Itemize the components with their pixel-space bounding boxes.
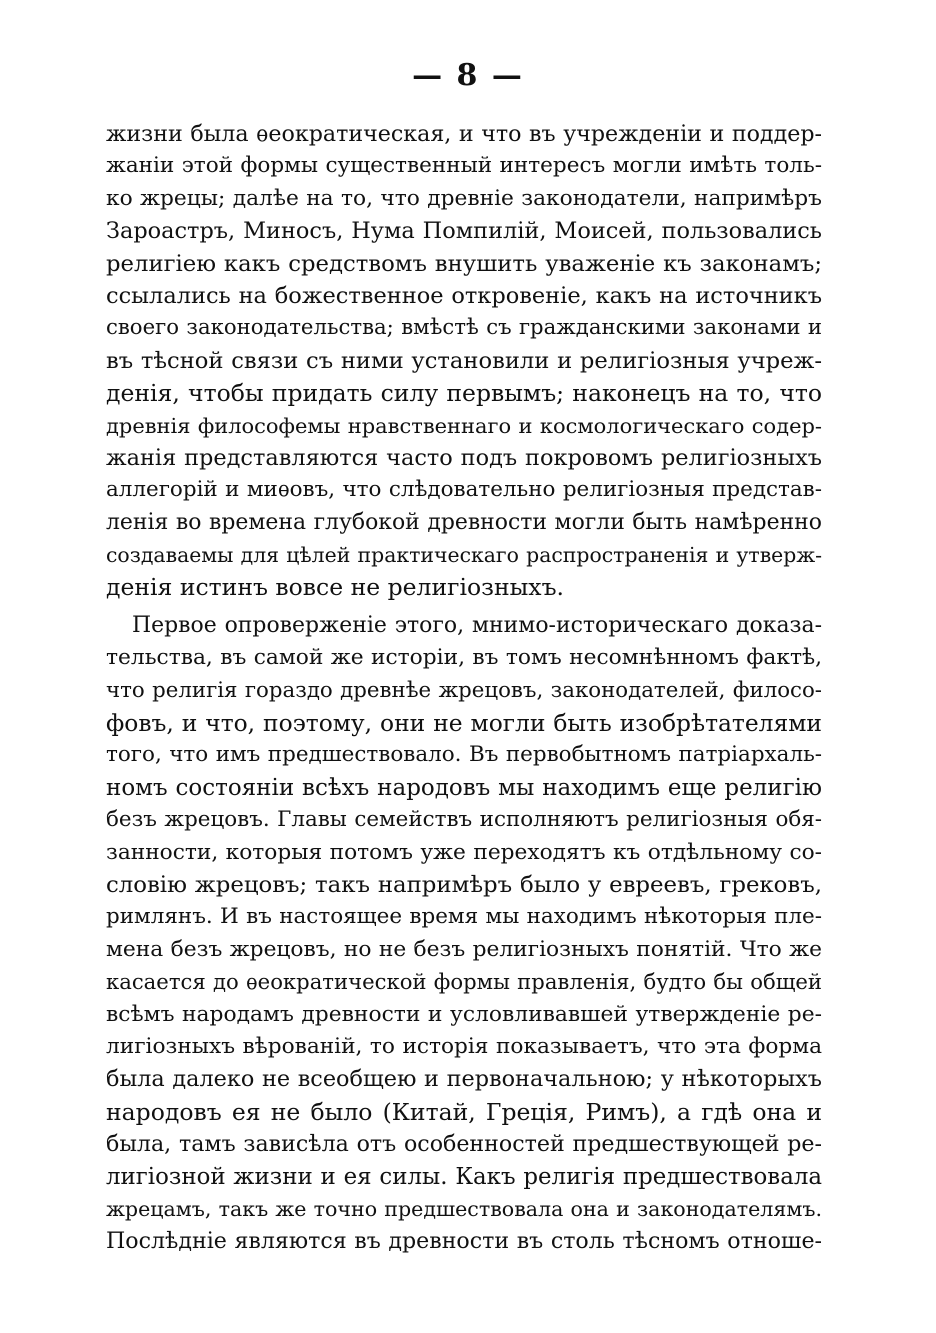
text-line: своего законодательства; вмѣстѣ съ гражданскими законами и — [106, 315, 822, 341]
text-line: тельства, въ самой же исторіи, въ томъ несомнѣнномъ фактѣ, — [106, 645, 822, 671]
text-line: ссылались на божественное откровеніе, какъ на источникъ — [106, 282, 822, 309]
text-line: денія истинъ вовсе не религіозныхъ. — [106, 573, 564, 602]
text-line: народовъ ея не было (Китай, Греція, Римъ), а гдѣ она и — [106, 1097, 822, 1126]
text-line: религіею какъ средствомъ внушить уваженіе къ законамъ; — [106, 250, 822, 277]
text-line: ко жрецы; далѣе на то, что древніе законодатели, напримѣръ — [106, 185, 822, 211]
text-line: что религія гораздо древнѣе жрецовъ, законодателей, филосо- — [106, 677, 822, 703]
text-line: жрецамъ, такъ же точно предшествовала она и законодателямъ. — [106, 1196, 822, 1221]
paragraph-1 — [106, 118, 822, 604]
text-line: номъ состояніи всѣхъ народовъ мы находимъ еще религію — [106, 774, 822, 801]
text-line: римлянъ. И въ настоящее время мы находимъ нѣкоторыя пле- — [106, 904, 822, 930]
text-line: ленія во времена глубокой древности могли быть намѣренно — [106, 509, 822, 535]
text-line: была, тамъ зависѣла отъ особенностей предшествующей ре- — [106, 1131, 822, 1158]
text-line: жаніи этой формы существенный интересъ могли имѣть толь- — [106, 153, 822, 179]
text-line: Первое опроверженіе этого, мнимо-историческаго доказа- — [132, 612, 822, 638]
page-number: — 8 — — [412, 58, 524, 93]
text-line: словію жрецовъ; такъ напримѣръ было у евреевъ, грековъ, — [106, 871, 822, 898]
text-line: въ тѣсной связи съ ними установили и религіозныя учреж- — [106, 347, 822, 374]
text-line: лигіозной жизни и ея силы. Какъ религія предшествовала — [106, 1163, 822, 1190]
text-line: мена безъ жрецовъ, но не безъ религіозныхъ понятій. Что же — [106, 936, 822, 962]
text-line: Зароастръ, Миносъ, Нума Помпилій, Моисей, пользовались — [106, 218, 822, 245]
text-line: фовъ, и что, поэтому, они не могли быть изобрѣтателями — [106, 709, 822, 738]
text-block — [106, 118, 822, 1258]
text-line: была далеко не всеобщею и первоначальною; у нѣкоторыхъ — [106, 1066, 822, 1093]
text-line: безъ жрецовъ. Главы семействъ исполняютъ религіозныя обя- — [106, 807, 822, 833]
text-line: аллегорій и миѳовъ, что слѣдовательно религіозныя представ- — [106, 477, 822, 503]
text-line: того, что имъ предшествовало. Въ первобытномъ патріархаль- — [106, 742, 822, 768]
text-line: всѣмъ народамъ древности и условливавшей утвержденіе ре- — [106, 1001, 822, 1027]
text-line: лигіозныхъ вѣрованій, то исторія показываетъ, что эта форма — [106, 1033, 822, 1059]
text-line: занности, которыя потомъ уже переходятъ къ отдѣльному со- — [106, 839, 822, 865]
text-line: жизни была ѳеократическая, и что въ учрежденіи и поддер- — [106, 121, 822, 147]
text-line: касается до ѳеократической формы правленія, будто бы общей — [106, 969, 822, 995]
text-line: денія, чтобы придать силу первымъ; наконецъ на то, что — [106, 379, 822, 408]
text-line: жанія представляются часто подъ покровомъ религіозныхъ — [106, 444, 822, 471]
text-line: древнія философемы нравственнаго и космологическаго содер- — [106, 413, 822, 438]
paragraph-2 — [106, 610, 822, 1258]
text-line: создаваемы для цѣлей практическаго распространенія и утверж- — [106, 543, 822, 568]
text-line: Послѣдніе являются въ древности въ столь тѣсномъ отноше- — [106, 1228, 822, 1255]
